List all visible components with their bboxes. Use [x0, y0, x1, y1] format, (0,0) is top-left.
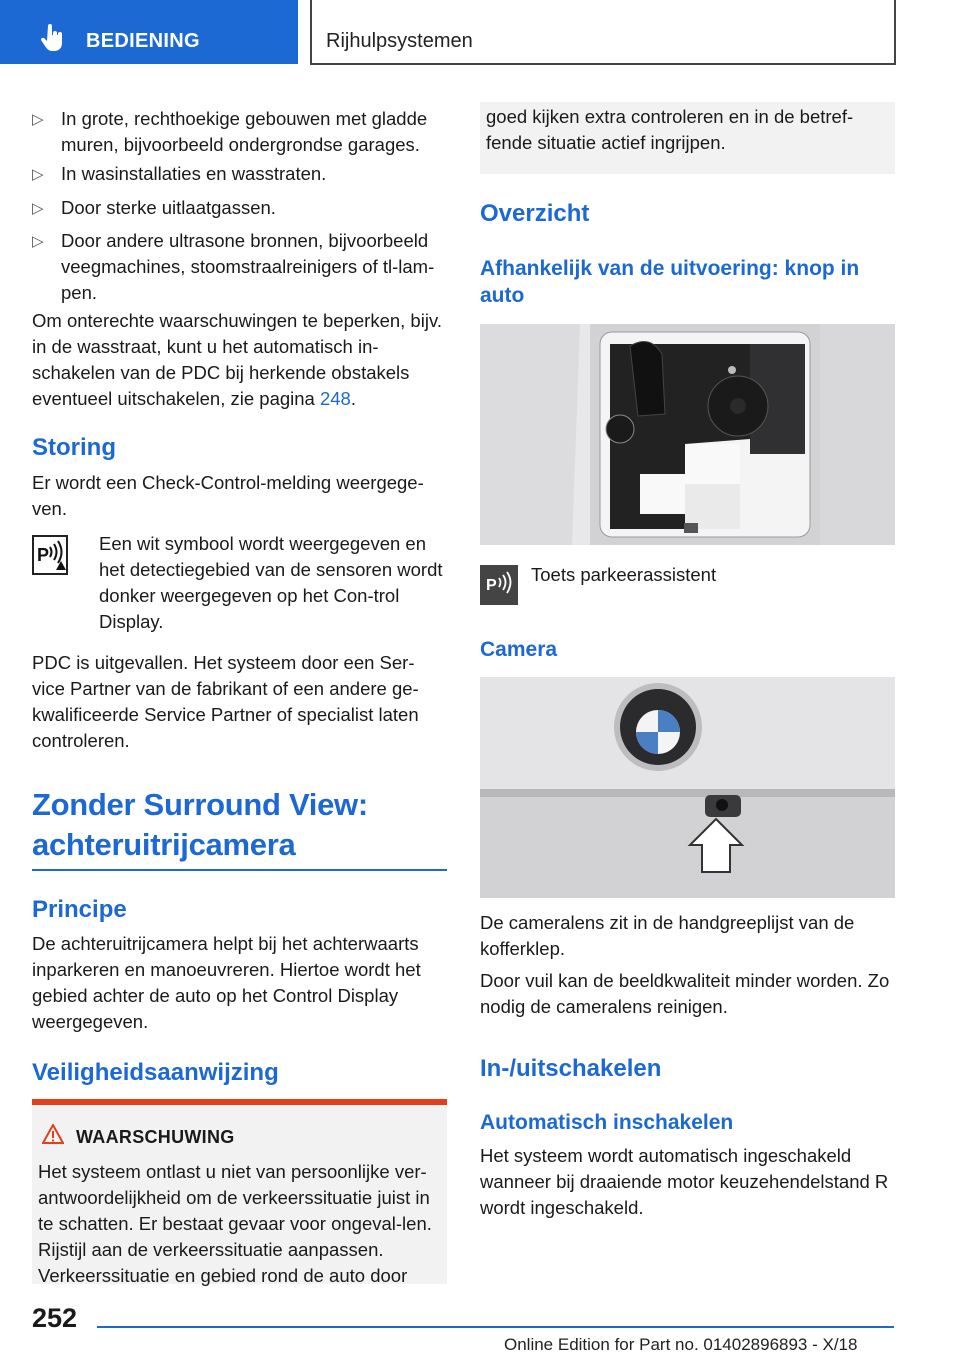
list-item-text: Door sterke uitlaatgassen.	[61, 197, 276, 218]
pdc-symbol-graphic	[34, 537, 66, 573]
paragraph-text: Om onterechte waarschuwingen te beperken, bijv. in de wasstraat, kunt u het automatisch in-schakelen van de PDC bij herkende obstakels eventueel uitschakelen, zie pagina	[32, 310, 442, 409]
heading-overzicht: Overzicht	[480, 200, 590, 227]
hand-pointer-icon	[40, 24, 66, 52]
paragraph: De achteruitrijcamera helpt bij het achterwaarts inparkeren en manoeuvreren. Hiertoe wordt het gebied achter de auto op het Control Display weergegeven.	[32, 933, 421, 1032]
pdc-warning-symbol-icon	[32, 535, 68, 575]
bullet-triangle-icon: ▷	[32, 200, 44, 217]
heading-uitvoering: Afhankelijk van de uitvoering: knop in auto	[480, 257, 860, 307]
heading-principe: Principe	[32, 896, 127, 923]
warning-box-continued	[480, 102, 895, 174]
list-item-text: In grote, rechthoekige gebouwen met gladde muren, bijvoorbeeld ondergrondse garages.	[61, 108, 428, 155]
warning-triangle-icon	[42, 1124, 64, 1144]
symbol-description	[99, 531, 449, 635]
warning-text: goed kijken extra controleren en in de betref-fende situatie actief ingrijpen.	[486, 106, 854, 153]
bullet-triangle-icon: ▷	[32, 233, 44, 250]
paragraph: Door vuil kan de beeldkwaliteit minder worden. Zo nodig de cameralens reinigen.	[480, 970, 890, 1017]
console-illustration	[480, 324, 895, 545]
camera-illustration	[480, 677, 895, 898]
page-number: 252	[32, 1303, 78, 1333]
page-link[interactable]: 248	[319, 388, 351, 409]
paragraph: Er wordt een Check-Control-melding weergege-ven.	[32, 472, 424, 519]
warning-label: WAARSCHUWING	[76, 1127, 235, 1147]
header-underline	[310, 63, 896, 65]
chapter-title: Rijhulpsystemen	[326, 30, 473, 52]
heading-camera: Camera	[480, 638, 558, 661]
heading-storing: Storing	[32, 434, 116, 461]
paragraph-punctuation: .	[350, 388, 356, 409]
warning-text: Het systeem ontlast u niet van persoonlijke ver-antwoordelijkheid om de verkeerssituatie juist in te schatten. Er bestaat gevaar voor ongeval-len. Rijstijl aan de verkeerssituatie aanpassen. Verkeerssituatie en gebied rond de auto door	[38, 1161, 432, 1286]
edition-note: Online Edition for Part no. 01402896893 - X/18	[504, 1335, 858, 1354]
symbol-description-text: Een wit symbool wordt weergegeven en het detectiegebied van de sensoren wordt donker weergegeven op het Con-trol Display.	[99, 533, 443, 632]
section-tab[interactable]	[0, 0, 298, 64]
svg-text:P: P	[486, 577, 497, 594]
svg-text:P: P	[37, 545, 50, 565]
list-item-text: Door andere ultrasone bronnen, bijvoorbeeld veegmachines, stoomstraalreinigers of tl-lam-pen.	[61, 230, 435, 303]
section-heading: Zonder Surround View: achteruitrijcamera	[32, 787, 368, 862]
warning-bar	[32, 1099, 447, 1105]
heading-veiligheid: Veiligheidsaanwijzing	[32, 1059, 279, 1086]
park-assistant-graphic	[480, 565, 518, 605]
paragraph: PDC is uitgevallen. Het systeem door een Ser-vice Partner van de fabrikant of een andere ge-kwalificeerde Service Partner of specialist laten controleren.	[32, 652, 419, 751]
center-console-image	[480, 324, 895, 545]
section-label: BEDIENING	[86, 30, 200, 52]
heading-rule	[32, 869, 447, 871]
park-assistant-button-icon	[480, 565, 518, 605]
footer-rule	[97, 1326, 894, 1328]
bullet-triangle-icon: ▷	[32, 111, 44, 128]
paragraph: De cameralens zit in de handgreeplijst van de kofferklep.	[480, 912, 855, 959]
warning-box	[32, 1099, 447, 1284]
list-item-text: In wasinstallaties en wasstraten.	[61, 163, 327, 184]
header-divider	[310, 0, 312, 64]
header-divider-right	[894, 0, 896, 65]
rear-camera-image	[480, 677, 895, 898]
toets-label: Toets parkeerassistent	[531, 564, 717, 585]
paragraph: Het systeem wordt automatisch ingeschakeld wanneer bij draaiende motor keuzehendelstand R wordt ingeschakeld.	[480, 1145, 889, 1218]
heading-automatisch: Automatisch inschakelen	[480, 1111, 734, 1134]
bullet-triangle-icon: ▷	[32, 166, 44, 183]
heading-inuit: In-/uitschakelen	[480, 1055, 662, 1082]
paragraph	[32, 308, 447, 412]
